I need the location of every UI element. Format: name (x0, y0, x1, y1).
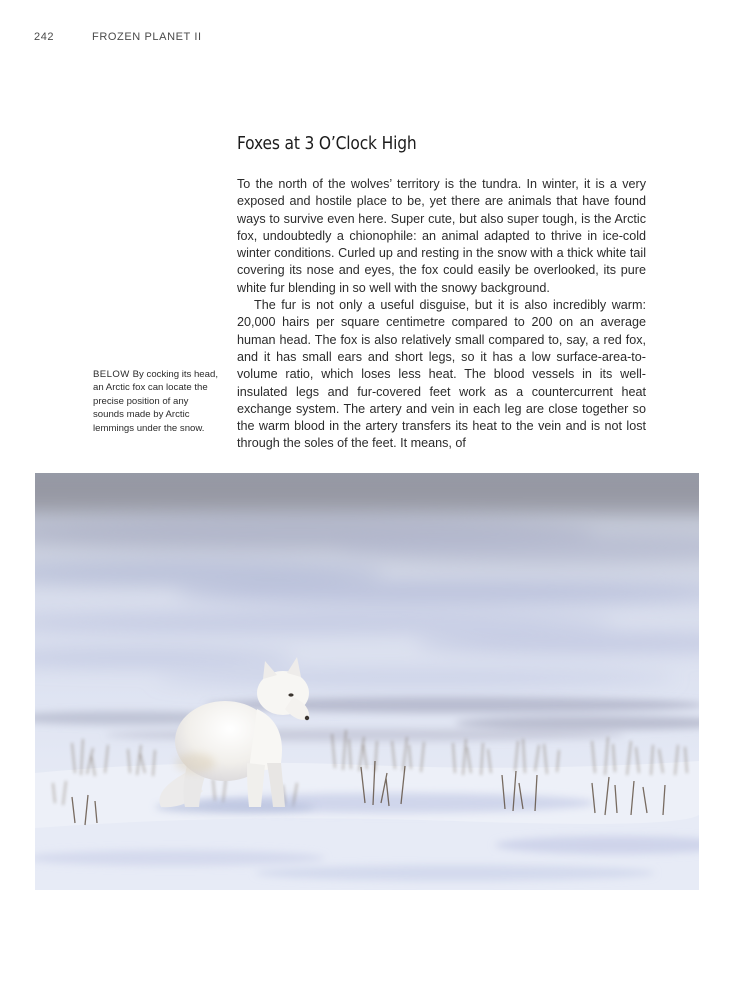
arctic-fox-illustration (35, 473, 699, 890)
book-title: FROZEN PLANET II (92, 31, 202, 43)
article-title: Foxes at 3 O’Clock High (237, 133, 417, 154)
caption-text: By cocking its head, an Arctic fox can locate the precise position of any sounds made by Arctic lemmings under the snow. (93, 369, 218, 434)
paragraph-1: To the north of the wolves’ territory is the tundra. In winter, it is a very exposed and hostile place to be, yet there are animals that have found ways to survive even here. Super cute, but also super tough, is the Arctic fox, undoubtedly a chionophile: an animal adapted to thrive in ice-cold winter conditions. Curled up and resting in the snow with a thick white tail covering its nose and eyes, the fox could easily be overlooked, its pure white fur blending in so well with the snowy background. (237, 177, 646, 295)
arctic-fox-photo (35, 473, 699, 890)
paragraph-2: The fur is not only a useful disguise, but it is also incredibly warm: 20,000 hairs per square centimetre compared to 200 on an average human head. The fox is also relatively small compared to, say, a red fox, and it has small ears and short legs, so it has a low surface-area-to-volume ratio, which loses less heat. The blood vessels in its well-insulated legs and fur-covered feet work as a countercurrent heat exchange system. The artery and vein in each leg are close together so the warm blood in the artery transfers its heat to the vein and is not lost through the soles of the feet. It means, of (237, 298, 646, 451)
running-head (34, 31, 202, 43)
caption-label: BELOW (93, 369, 130, 380)
article-body (237, 176, 646, 453)
photo-caption (93, 368, 221, 435)
page-number: 242 (34, 31, 55, 43)
